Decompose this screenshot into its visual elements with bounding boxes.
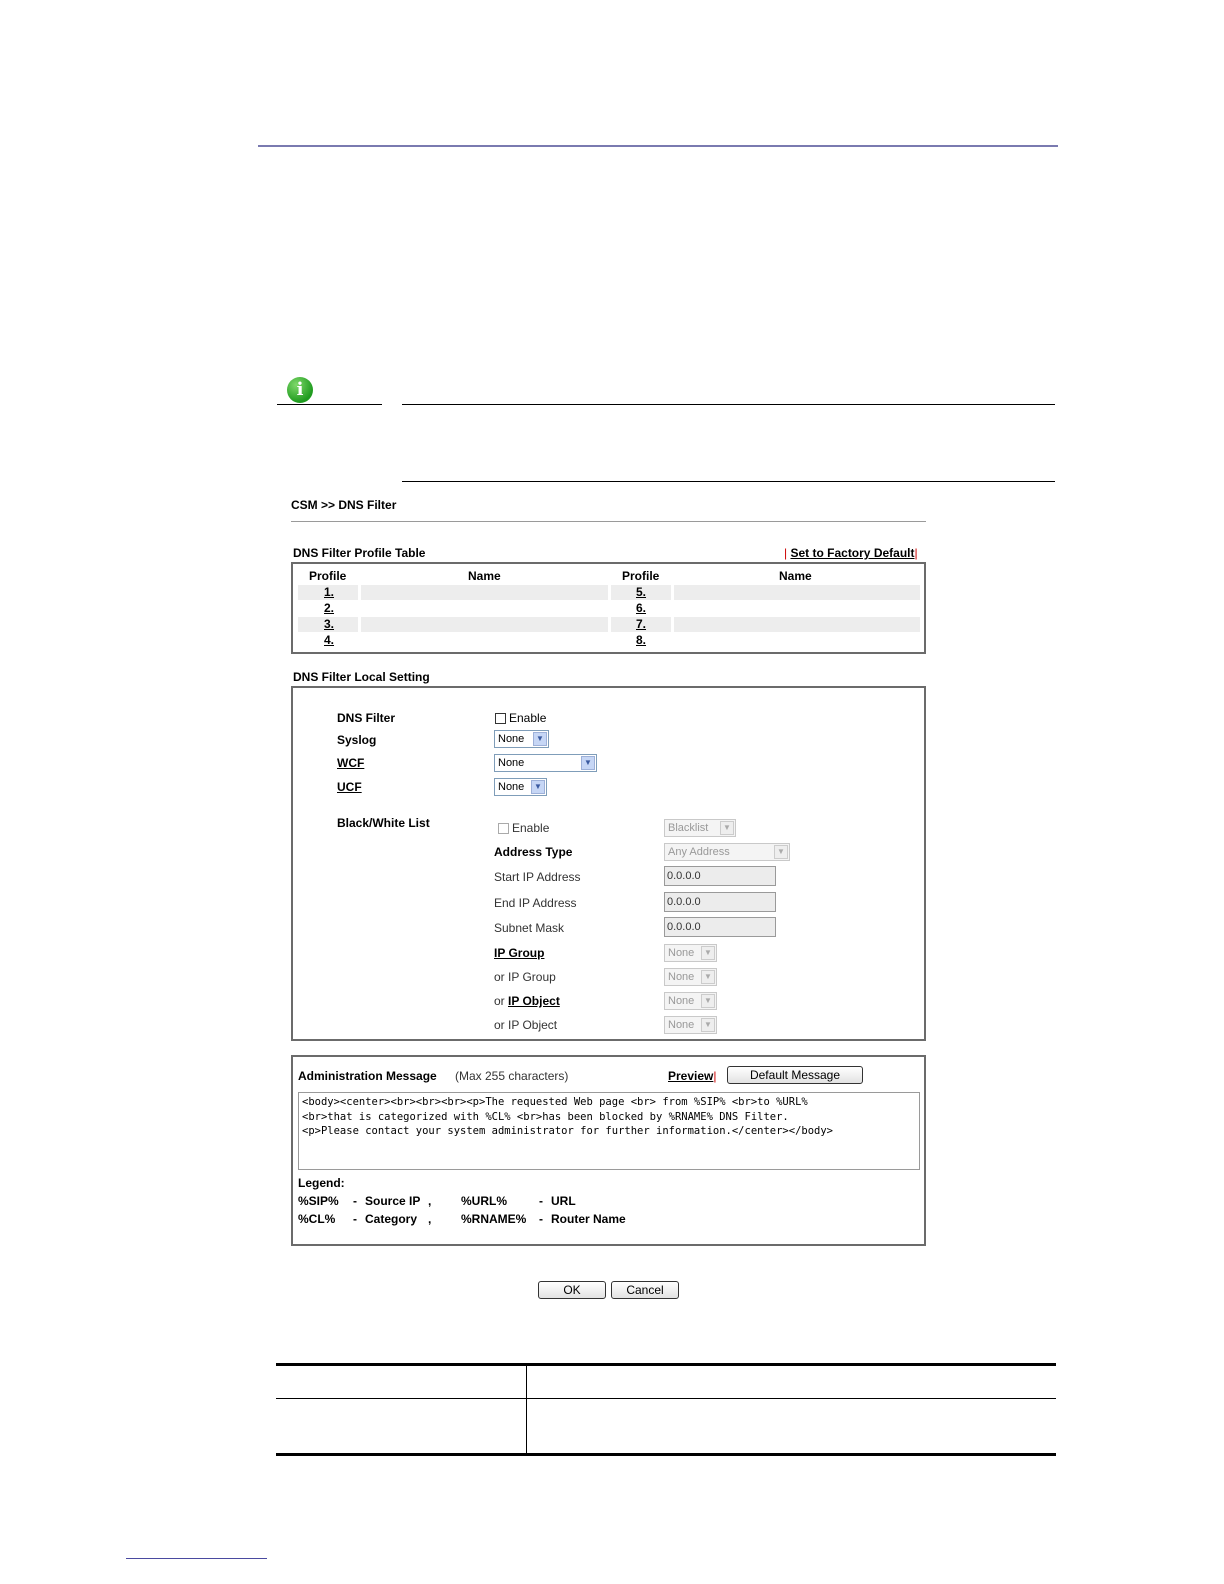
ip-object-link[interactable]: IP Object [508,994,560,1008]
table-row [298,633,920,648]
admin-message-panel [291,1055,926,1246]
ok-button[interactable]: OK [538,1281,606,1299]
description-table-rule [276,1398,1056,1399]
dns-filter-checkbox[interactable] [495,713,506,724]
description-table-rule [276,1363,1056,1366]
chevron-down-icon: ▼ [531,780,545,794]
address-type-select[interactable] [664,843,790,861]
profile-link-1[interactable]: 1. [324,585,335,599]
legend-cl-desc: Category [365,1212,418,1226]
or-prefix: or [494,994,505,1008]
legend-dash: - [353,1194,357,1208]
description-table-rule [276,1453,1056,1456]
legend-url-desc: URL [551,1194,576,1208]
col-header-name: Name [468,569,501,583]
profile-link-5[interactable]: 5. [636,585,647,599]
wcf-value: None [498,757,525,769]
end-ip-label: End IP Address [494,896,577,910]
chevron-down-icon: ▼ [581,756,595,770]
legend-cl-key: %CL% [298,1212,336,1226]
wcf-select[interactable] [494,754,597,772]
or-ip-object-select[interactable] [664,992,717,1010]
syslog-label: Syslog [337,733,377,747]
start-ip-label: Start IP Address [494,870,581,884]
or-ip-group-label: or IP Group [494,970,556,984]
dns-filter-enable[interactable] [495,711,546,725]
enable-label: Enable [512,821,550,835]
legend-comma: , [428,1212,432,1226]
table-row [298,585,920,600]
wcf-link[interactable]: WCF [337,756,365,770]
info-icon: i [287,377,313,403]
profile-link-7[interactable]: 7. [636,617,647,631]
or-ip-group-value: None [668,971,695,983]
breadcrumb-divider [291,521,926,522]
black-white-list-label: Black/White List [337,816,430,830]
table-row [298,617,920,632]
admin-message-textarea[interactable]: <body><center><br><br><br><p>The requested Web page <br> from %SIP% <br>to %URL% <br>that is categorized with %CL% <br>has been blocked by %RNAME% DNS Filter. <p>Please contact your system administrator for further information.</center></body> [298,1092,920,1170]
note-divider [402,481,1055,482]
pipe-separator: | [713,1069,717,1083]
subnet-mask-input[interactable]: 0.0.0.0 [664,917,776,937]
or-ip-object2-select[interactable] [664,1016,717,1034]
local-setting-title: DNS Filter Local Setting [293,670,430,684]
ucf-link[interactable]: UCF [337,780,362,794]
local-setting-panel [291,686,926,1041]
col-header-name: Name [779,569,812,583]
pipe-separator: | [914,546,918,560]
profile-table-title: DNS Filter Profile Table [293,546,426,560]
enable-label: Enable [509,711,547,725]
ip-group-link[interactable]: IP Group [494,946,545,960]
legend-sip-key: %SIP% [298,1194,339,1208]
bw-mode-select[interactable] [664,819,736,837]
admin-message-title: Administration Message [298,1069,437,1083]
profile-link-3[interactable]: 3. [324,617,335,631]
chevron-down-icon: ▼ [701,970,715,984]
breadcrumb: CSM >> DNS Filter [291,498,397,512]
or-ip-object-value: None [668,995,695,1007]
legend-sip-desc: Source IP [365,1194,421,1208]
dns-filter-label: DNS Filter [337,711,396,725]
chevron-down-icon: ▼ [533,732,547,746]
legend-rname-desc: Router Name [551,1212,626,1226]
ucf-value: None [498,781,525,793]
ucf-select[interactable] [494,778,547,796]
preview-link[interactable]: Preview [668,1069,714,1083]
subnet-mask-label: Subnet Mask [494,921,565,935]
bw-enable-checkbox[interactable] [498,823,509,834]
profile-link-8[interactable]: 8. [636,633,647,647]
legend-dash: - [353,1212,357,1226]
syslog-select[interactable] [494,730,549,748]
col-header-profile: Profile [622,569,660,583]
or-ip-object2-value: None [668,1019,695,1031]
note-divider [402,404,1055,405]
col-header-profile: Profile [309,569,347,583]
profile-link-6[interactable]: 6. [636,601,647,615]
factory-default-area [784,546,918,560]
end-ip-input[interactable]: 0.0.0.0 [664,892,776,912]
legend-url-key: %URL% [461,1194,508,1208]
legend-title: Legend: [298,1176,345,1190]
legend-comma: , [428,1194,432,1208]
bw-mode-value: Blacklist [668,822,709,834]
bw-enable[interactable] [498,821,549,835]
legend-dash: - [539,1194,543,1208]
or-ip-object-label [494,994,560,1008]
start-ip-input[interactable]: 0.0.0.0 [664,866,776,886]
footer-rule [126,1558,267,1559]
set-factory-default-link[interactable]: Set to Factory Default [790,546,915,560]
ip-group-value: None [668,947,695,959]
pipe-separator: | [784,546,788,560]
profile-link-4[interactable]: 4. [324,633,335,647]
header-rule [258,145,1058,147]
cancel-button[interactable]: Cancel [611,1281,679,1299]
default-message-button[interactable]: Default Message [727,1066,863,1084]
chevron-down-icon: ▼ [774,845,788,859]
chevron-down-icon: ▼ [701,994,715,1008]
profile-table [291,562,926,654]
address-type-value: Any Address [668,846,730,858]
or-ip-object2-label: or IP Object [494,1018,558,1032]
ip-group-select[interactable] [664,944,717,962]
address-type-label: Address Type [494,845,573,859]
note-divider [277,404,382,405]
max-characters-note: (Max 255 characters) [455,1069,569,1083]
chevron-down-icon: ▼ [701,1018,715,1032]
chevron-down-icon: ▼ [701,946,715,960]
description-table-divider [526,1365,527,1454]
profile-link-2[interactable]: 2. [324,601,335,615]
syslog-value: None [498,733,525,745]
legend-rname-key: %RNAME% [461,1212,527,1226]
preview-area [668,1069,717,1083]
chevron-down-icon: ▼ [720,821,734,835]
or-ip-group-select[interactable] [664,968,717,986]
table-row [298,601,920,616]
legend-dash: - [539,1212,543,1226]
